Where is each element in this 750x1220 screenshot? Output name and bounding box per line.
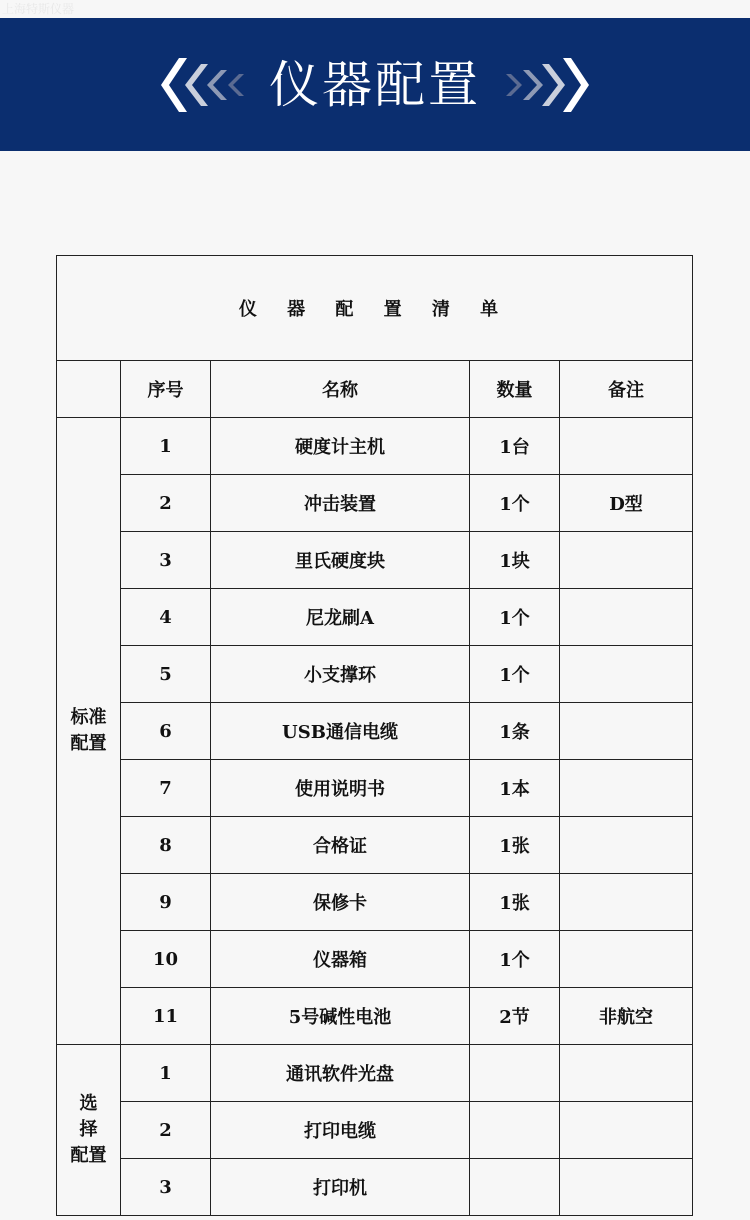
item-no: 1 bbox=[121, 418, 211, 475]
item-name: 硬度计主机 bbox=[211, 418, 470, 475]
header-name: 名称 bbox=[211, 361, 470, 418]
item-no: 7 bbox=[121, 760, 211, 817]
table-row bbox=[57, 418, 693, 475]
table-row bbox=[57, 703, 693, 760]
item-qty bbox=[470, 1102, 560, 1159]
item-qty: 1个 bbox=[470, 931, 560, 988]
chevrons-left-icon bbox=[157, 50, 247, 120]
item-qty: 1个 bbox=[470, 646, 560, 703]
item-name: 通讯软件光盘 bbox=[211, 1045, 470, 1102]
item-note bbox=[560, 589, 693, 646]
table-row bbox=[57, 646, 693, 703]
item-note bbox=[560, 760, 693, 817]
item-name: 小支撑环 bbox=[211, 646, 470, 703]
item-note bbox=[560, 646, 693, 703]
item-no: 9 bbox=[121, 874, 211, 931]
item-no: 2 bbox=[121, 475, 211, 532]
item-note bbox=[560, 1045, 693, 1102]
header-banner bbox=[0, 18, 750, 151]
item-note bbox=[560, 874, 693, 931]
item-no: 4 bbox=[121, 589, 211, 646]
header-note: 备注 bbox=[560, 361, 693, 418]
item-note: 非航空 bbox=[560, 988, 693, 1045]
item-name: 冲击装置 bbox=[211, 475, 470, 532]
item-note bbox=[560, 1102, 693, 1159]
table-row bbox=[57, 760, 693, 817]
item-no: 3 bbox=[121, 532, 211, 589]
config-table bbox=[56, 255, 693, 1216]
table-row bbox=[57, 988, 693, 1045]
item-name: USB通信电缆 bbox=[211, 703, 470, 760]
table-row bbox=[57, 532, 693, 589]
item-no: 8 bbox=[121, 817, 211, 874]
item-name: 合格证 bbox=[211, 817, 470, 874]
table-row bbox=[57, 817, 693, 874]
item-note bbox=[560, 931, 693, 988]
item-note bbox=[560, 817, 693, 874]
table-row bbox=[57, 874, 693, 931]
item-no: 1 bbox=[121, 1045, 211, 1102]
item-name: 使用说明书 bbox=[211, 760, 470, 817]
item-qty bbox=[470, 1045, 560, 1102]
item-note bbox=[560, 418, 693, 475]
item-name: 尼龙刷A bbox=[211, 589, 470, 646]
item-qty: 1张 bbox=[470, 874, 560, 931]
item-no: 10 bbox=[121, 931, 211, 988]
item-no: 6 bbox=[121, 703, 211, 760]
header-no: 序号 bbox=[121, 361, 211, 418]
item-qty bbox=[470, 1159, 560, 1216]
header-group bbox=[57, 361, 121, 418]
item-qty: 1块 bbox=[470, 532, 560, 589]
table-row bbox=[57, 1159, 693, 1216]
table-row bbox=[57, 931, 693, 988]
item-name: 打印机 bbox=[211, 1159, 470, 1216]
item-note bbox=[560, 703, 693, 760]
item-no: 11 bbox=[121, 988, 211, 1045]
table-row bbox=[57, 475, 693, 532]
group-optional-label: 选 择 配置 bbox=[57, 1045, 121, 1216]
table-row bbox=[57, 1045, 693, 1102]
item-name: 仪器箱 bbox=[211, 931, 470, 988]
header-qty: 数量 bbox=[470, 361, 560, 418]
page-title: 仪器配置 bbox=[269, 55, 481, 114]
item-no: 2 bbox=[121, 1102, 211, 1159]
item-name: 保修卡 bbox=[211, 874, 470, 931]
table-header-row bbox=[57, 361, 693, 418]
item-note bbox=[560, 532, 693, 589]
item-qty: 1个 bbox=[470, 475, 560, 532]
item-qty: 2节 bbox=[470, 988, 560, 1045]
item-name: 5号碱性电池 bbox=[211, 988, 470, 1045]
item-no: 3 bbox=[121, 1159, 211, 1216]
item-qty: 1台 bbox=[470, 418, 560, 475]
table-row bbox=[57, 589, 693, 646]
item-name: 打印电缆 bbox=[211, 1102, 470, 1159]
item-note: D型 bbox=[560, 475, 693, 532]
item-qty: 1条 bbox=[470, 703, 560, 760]
chevrons-right-icon bbox=[503, 50, 593, 120]
group-standard-label: 标准 配置 bbox=[57, 418, 121, 1045]
item-qty: 1本 bbox=[470, 760, 560, 817]
item-qty: 1个 bbox=[470, 589, 560, 646]
item-name: 里氏硬度块 bbox=[211, 532, 470, 589]
item-note bbox=[560, 1159, 693, 1216]
table-title: 仪 器 配 置 清 单 bbox=[57, 256, 693, 361]
watermark: 上海特斯仪器 bbox=[2, 2, 75, 16]
item-no: 5 bbox=[121, 646, 211, 703]
table-row bbox=[57, 1102, 693, 1159]
item-qty: 1张 bbox=[470, 817, 560, 874]
